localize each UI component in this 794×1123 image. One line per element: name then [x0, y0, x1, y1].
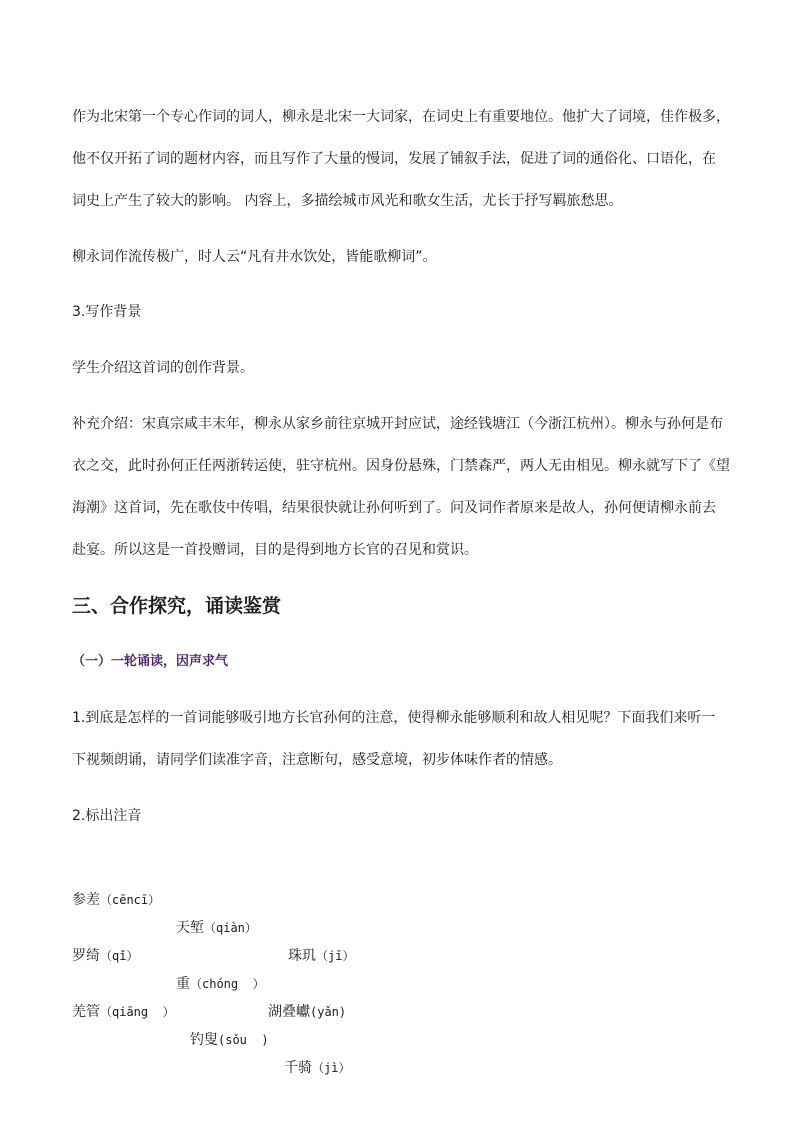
pinyin-item: 珠玑（jī）: [288, 948, 355, 964]
supplement-line-4: 赴宴。所以这是一首投赠词，目的是得到地方长官的召见和赏识。: [72, 542, 478, 558]
section-title-background: 3.写作背景: [72, 304, 142, 320]
question-1-line-2: 下视频朗诵，请同学们读准字音，注意断句，感受意境，初步体味作者的情感。: [72, 752, 562, 768]
part-heading: 三、合作探究，诵读鉴赏: [72, 595, 282, 617]
question-1-line-1: 1.到底是怎样的一首词能够吸引地方长官孙何的注意，使得柳永能够顺利和故人相见呢？下面我们来听一: [72, 710, 716, 726]
pinyin-item: 罗绮（qǐ）: [72, 948, 139, 964]
pinyin-item: 钓叟(sǒu ): [190, 1032, 269, 1048]
pinyin-item: 参差（cēncī）: [72, 892, 161, 908]
supplement-line-3: 海潮》这首词，先在歌伎中传唱，结果很快就让孙何听到了。问及词作者原来是故人，孙何便请柳永前去: [72, 500, 716, 516]
pinyin-item: 羌管（qiāng ）: [72, 1004, 175, 1020]
pinyin-item: 湖叠巘(yǎn): [268, 1004, 347, 1020]
quote-paragraph: 柳永词作流传极广，时人云“凡有井水饮处，皆能歌柳词”。: [72, 249, 437, 265]
supplement-line-1: 补充介绍：宋真宗咸丰末年，柳永从家乡前往京城开封应试，途经钱塘江（今浙江杭州）。柳永与孙何是布: [72, 416, 723, 432]
intro-line-3: 词史上产生了较大的影响。 内容上，多描绘城市风光和歌女生活，尤长于抒写羁旅愁思。: [72, 193, 623, 209]
subsection-heading: （一）一轮诵读，因声求气: [72, 654, 229, 669]
supplement-line-2: 衣之交，此时孙何正任两浙转运使，驻守杭州。因身份悬殊，门禁森严，两人无由相见。柳永就写下了《望: [72, 458, 730, 474]
pinyin-item: 天堑（qiàn）: [176, 920, 257, 936]
pinyin-item: 重（chóng ）: [176, 976, 265, 992]
student-task: 学生介绍这首词的创作背景。: [72, 360, 254, 376]
intro-line-2: 他不仅开拓了词的题材内容，而且写作了大量的慢词，发展了铺叙手法，促进了词的通俗化、口语化，在: [72, 151, 716, 167]
question-2: 2.标出注音: [72, 808, 142, 824]
pinyin-item: 千骑（jì）: [284, 1060, 351, 1076]
intro-line-1: 作为北宋第一个专心作词的词人，柳永是北宋一大词家，在词史上有重要地位。他扩大了词境，佳作极多，: [72, 109, 730, 125]
